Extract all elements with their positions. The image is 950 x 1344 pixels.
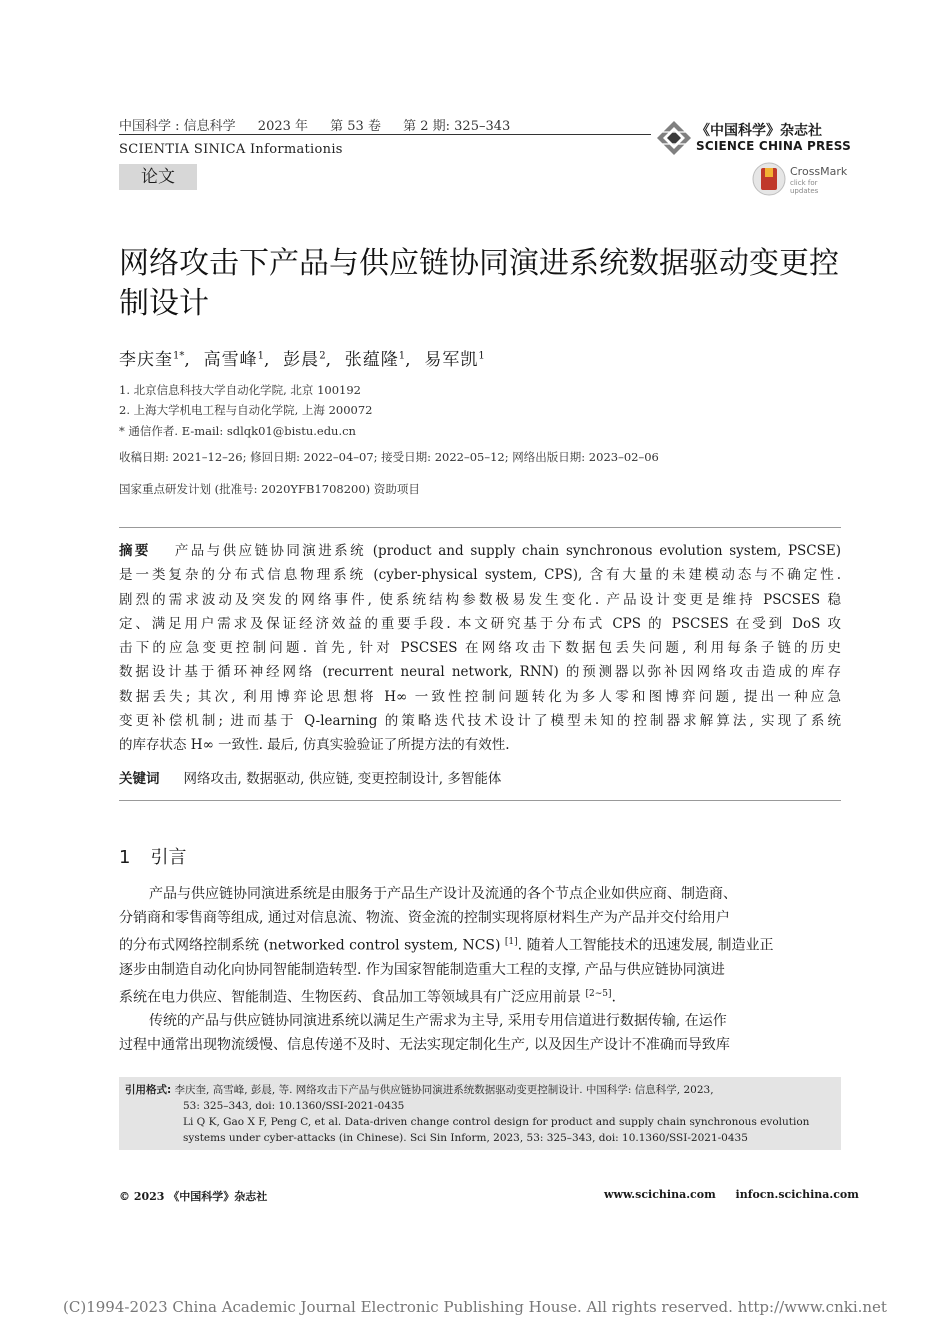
citation-label: 引用格式:	[125, 1084, 172, 1096]
abstract-line: 数据设计基于循环神经网络 (recurrent neural network, RNN) 的预测器以弥补因网络攻击造成的库存	[119, 664, 841, 681]
keywords-text: 网络攻击, 数据驱动, 供应链, 变更控制设计, 多智能体	[183, 771, 502, 787]
crossmark-badge[interactable]	[752, 162, 847, 194]
body-line: 的分布式网络控制系统 (networked control system, NCS) [1]. 随着人工智能技术的迅速发展, 制造业正	[119, 937, 774, 954]
citation-ref[interactable]: [1]	[504, 937, 518, 947]
citation-line: Li Q K, Gao X F, Peng C, et al. Data-driven change control design for product and supply chain synchronous evolution	[183, 1116, 810, 1128]
abstract	[119, 539, 841, 758]
journal-volume: 第 53 卷	[330, 119, 381, 134]
body-line: 传统的产品与供应链协同演进系统以满足生产需求为主导, 采用专用信道进行数据传输, 在运作	[149, 1013, 727, 1030]
copyright: © 2023 《中国科学》杂志社	[119, 1190, 268, 1203]
abstract-line: 击下的应急变更控制问题. 首先, 针对 PSCSES 在网络攻击下数据包丢失问题, 利用每条子链的历史	[119, 640, 841, 657]
author-affil-mark: 1*	[173, 350, 185, 362]
keywords	[119, 767, 501, 787]
section-number: 1	[119, 847, 131, 868]
citation-text	[125, 1082, 809, 1146]
body-line: 分销商和零售商等组成, 通过对信息流、物流、资金流的控制实现将原材料生产为产品并交付给用户	[119, 910, 730, 926]
site-link[interactable]: infocn.scichina.com	[735, 1188, 859, 1201]
abstract-line: 定、满足用户需求及保证经济效益的重要手段. 本文研究基于分布式 CPS 的 PSCSES 在受到 DoS 攻	[119, 615, 841, 632]
paper-title: 网络攻击下产品与供应链协同演进系统数据驱动变更控制设计	[119, 246, 839, 321]
body-line: 产品与供应链协同演进系统是由服务于产品生产设计及流通的各个节点企业如供应商、制造商、	[149, 886, 737, 902]
author-affil-mark: 1	[478, 350, 485, 362]
cnki-watermark: (C)1994-2023 China Academic Journal Electronic Publishing House. All rights reserved. http://www.cnki.net	[63, 1298, 887, 1316]
body-line: 逐步由制造自动化向协同智能制造转型. 作为国家智能制造重大工程的支撑, 产品与供应链协同演进	[119, 961, 725, 978]
citation-line: 李庆奎, 高雪峰, 彭晨, 等. 网络攻击下产品与供应链协同演进系统数据驱动变更控制设计. 中国科学: 信息科学, 2023,	[174, 1084, 714, 1096]
header-rule	[119, 134, 651, 135]
journal-issue-pages: 第 2 期: 325–343	[403, 119, 511, 134]
crossmark-sublabel: click for updates	[790, 179, 819, 195]
abstract-line: 数据丢失; 其次, 利用博弈论思想将 H∞ 一致性控制问题转化为多人零和图博弈问题, 提出一种应急	[119, 688, 841, 705]
author-name: 易军凯	[424, 350, 479, 370]
citation-line: systems under cyber-attacks (in Chinese). Sci Sin Inform, 2023, 53: 325–343, doi: 10.1360/SSI-2021-0435	[183, 1132, 748, 1144]
citation-line: 53: 325–343, doi: 10.1360/SSI-2021-0435	[183, 1100, 405, 1112]
section-heading	[119, 843, 186, 869]
body-text	[119, 882, 841, 1057]
abstract-line: 剧烈的需求波动及突发的网络事件, 使系统结构参数极易发生变化. 产品设计变更是维持 PSCSES 稳	[119, 591, 841, 608]
abstract-line: 是一类复杂的分布式信息物理系统 (cyber-physical system, CPS), 含有大量的未建模动态与不确定性.	[119, 567, 841, 584]
author-name: 高雪峰	[203, 350, 258, 370]
crossmark-label: CrossMark	[790, 165, 848, 178]
science-china-logo-icon	[656, 120, 692, 156]
abstract-label: 摘要	[119, 543, 151, 559]
footer-links	[588, 1188, 859, 1201]
author-name: 李庆奎	[119, 350, 173, 370]
journal-year: 2023 年	[257, 119, 309, 134]
publisher-name-en: SCIENCE CHINA PRESS	[696, 139, 851, 153]
crossmark-icon	[752, 162, 786, 196]
keywords-label: 关键词	[119, 771, 160, 787]
author-affil-mark: 1	[257, 350, 264, 362]
journal-name-en: SCIENTIA SINICA Informationis	[119, 142, 343, 157]
section-title: 引言	[150, 847, 187, 868]
abstract-top-rule	[119, 527, 841, 528]
citation-ref[interactable]: [2∼5]	[585, 988, 612, 999]
abstract-line: 变更补偿机制; 进而基于 Q-learning 的策略迭代技术设计了模型未知的控制器求解算法, 实现了系统	[119, 713, 841, 730]
body-line: 系统在电力供应、智能制造、生物医药、食品加工等领域具有广泛应用前景 [2∼5].	[119, 988, 616, 1006]
corresponding-author: * 通信作者. E-mail: sdlqk01@bistu.edu.cn	[119, 424, 356, 438]
site-link[interactable]: www.scichina.com	[604, 1188, 716, 1201]
citation-box	[119, 1077, 841, 1150]
publisher-name-cn: 《中国科学》杂志社	[696, 123, 822, 139]
funding-note: 国家重点研发计划 (批准号: 2020YFB1708200) 资助项目	[119, 482, 420, 496]
abstract-line: 的库存状态 H∞ 一致性. 最后, 仿真实验验证了所提方法的有效性.	[119, 737, 510, 754]
publication-dates: 收稿日期: 2021–12–26; 修回日期: 2022–04–07; 接受日期: 2022–05–12; 网络出版日期: 2023–02–06	[119, 450, 659, 464]
publisher-logo	[656, 118, 851, 158]
abstract-bottom-rule	[119, 800, 841, 801]
abstract-line: 产品与供应链协同演进系统 (product and supply chain synchronous evolution system, PSCSE)	[174, 543, 841, 559]
journal-name-cn: 中国科学 : 信息科学	[119, 119, 236, 134]
author-list: 李庆奎$^{1*}$, 高雪峰$^1$, 彭晨$^2$, 张蕴隆$^1$, 易军凯$^1$	[119, 350, 485, 370]
article-type-tag: 论文	[119, 164, 197, 190]
author-name: 张蕴隆	[344, 350, 399, 370]
author-affil-mark: 1	[398, 350, 406, 362]
author-name: 彭晨	[283, 350, 320, 370]
body-line: 过程中通常出现物流缓慢、信息传递不及时、无法实现定制化生产, 以及因生产设计不准确而导致库	[119, 1037, 730, 1054]
affiliation: 2. 上海大学机电工程与自动化学院, 上海 200072	[119, 403, 373, 417]
affiliation: 1. 北京信息科技大学自动化学院, 北京 100192	[119, 383, 361, 397]
journal-header	[119, 115, 528, 134]
author-affil-mark: 2	[319, 350, 326, 362]
